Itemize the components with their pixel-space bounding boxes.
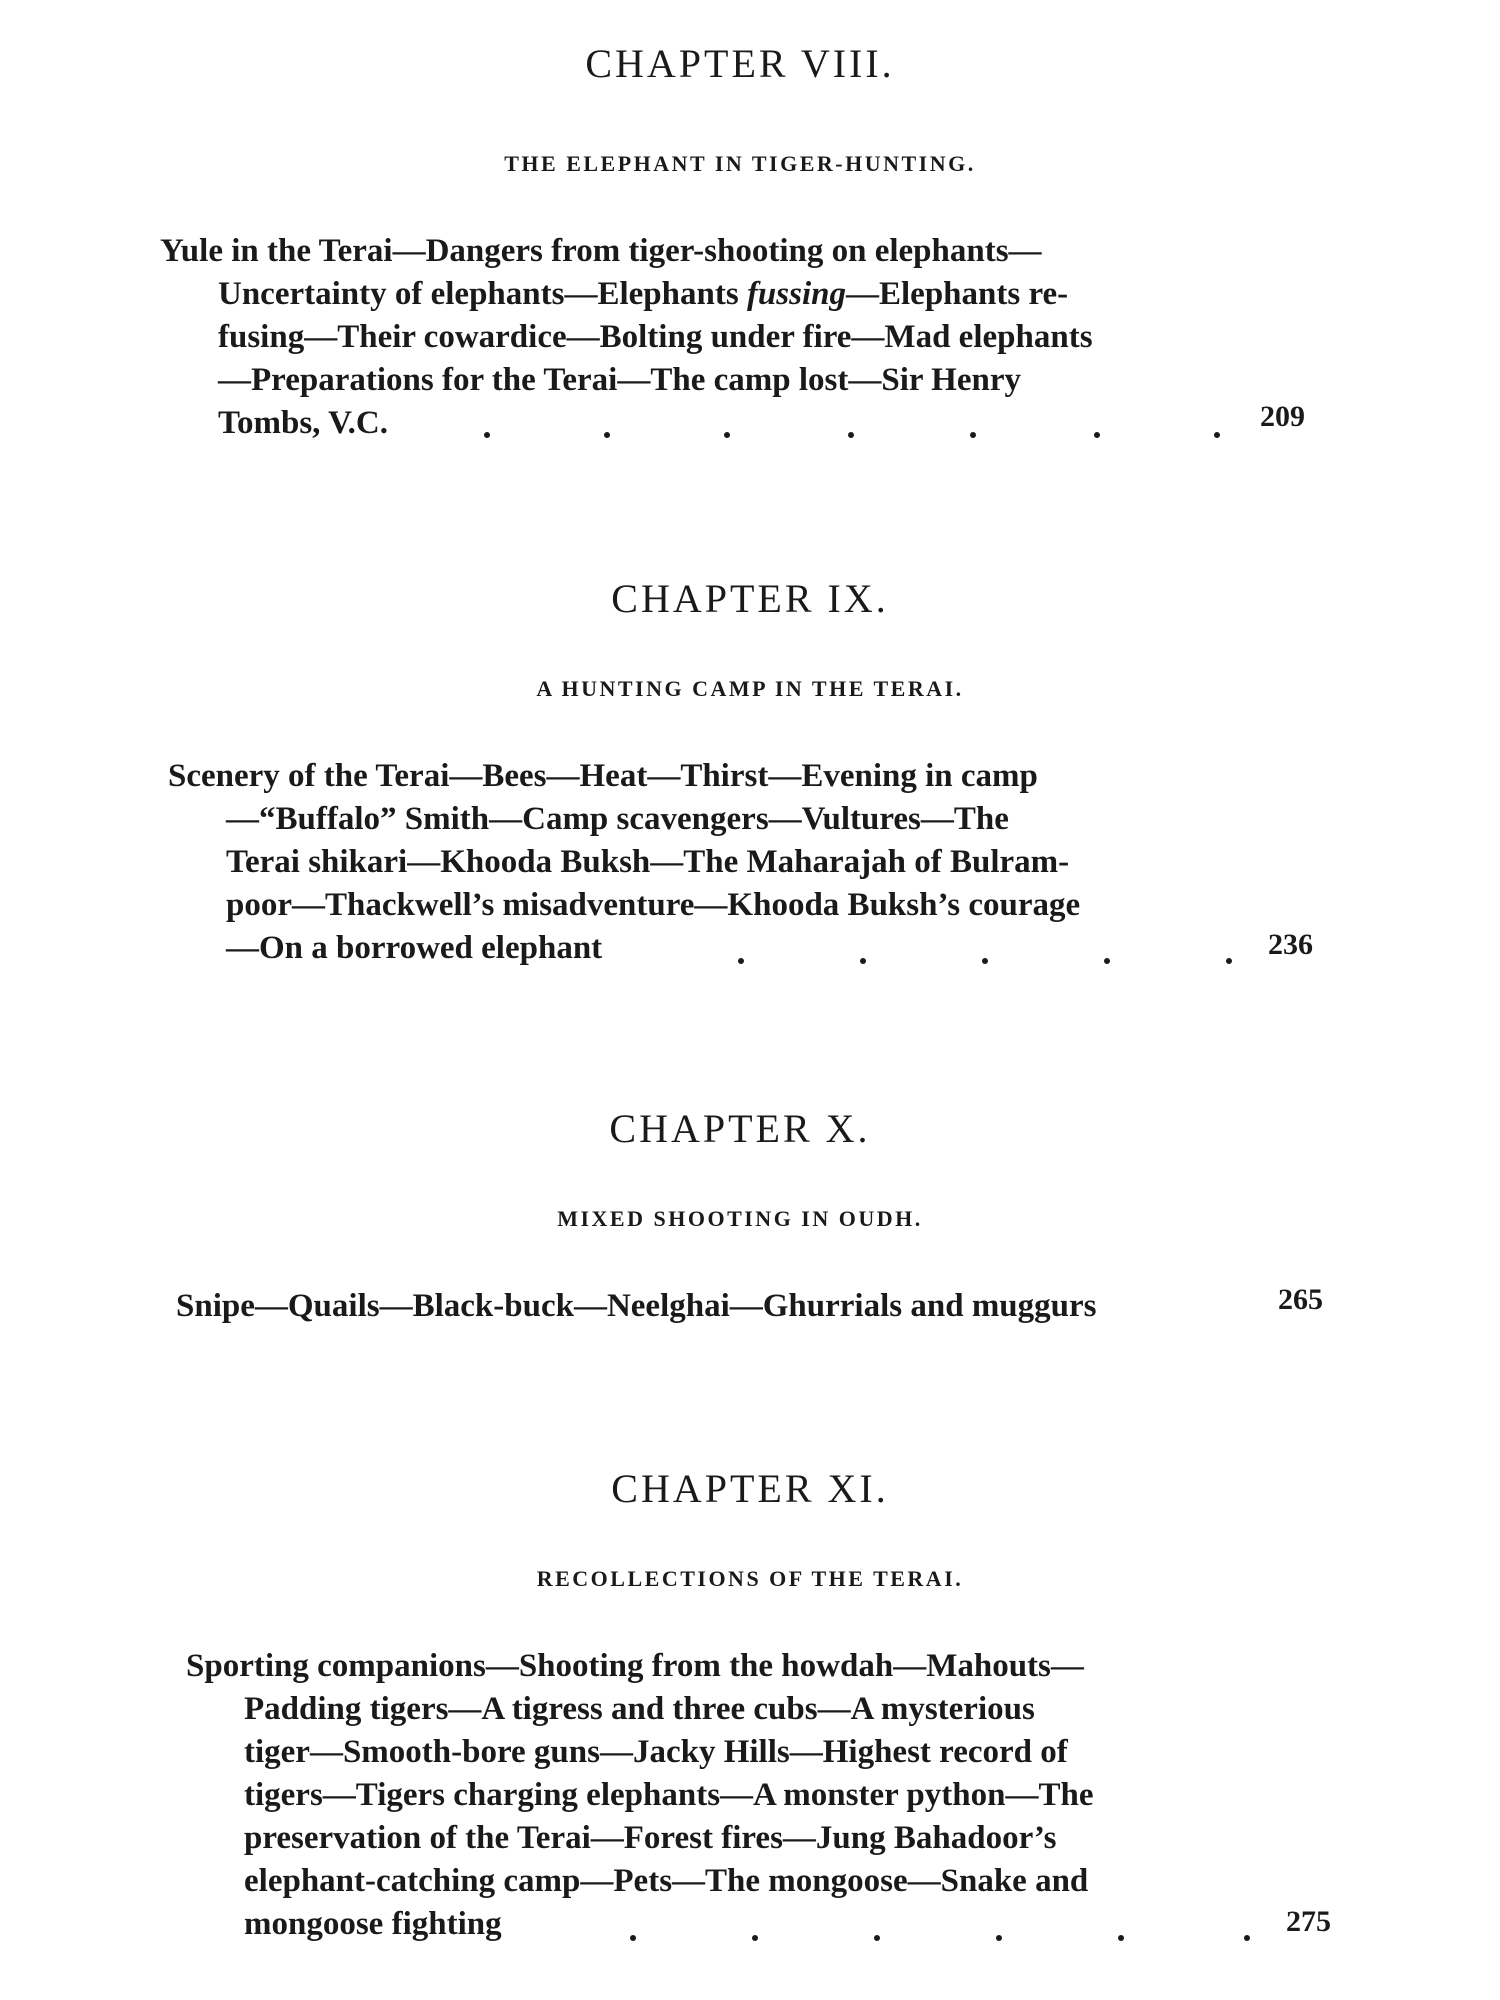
chapter-title: CHAPTER IX. [611,576,889,621]
summary-text: —Elephants re- [846,276,1069,312]
summary-line: —Preparations for the Terai—The camp lost—Sir Henry [218,362,1021,398]
chapter-summary [168,755,1248,970]
summary-line [160,273,1240,316]
summary-line: —On a borrowed elephant [226,930,603,966]
page-number: 236 [1268,928,1313,961]
page-number: 265 [1278,1283,1323,1316]
chapter-summary [186,1645,1266,1946]
chapter-subtitle: A HUNTING CAMP IN THE TERAI. [536,676,964,701]
chapter-subtitle: RECOLLECTIONS OF THE TERAI. [536,1566,964,1591]
summary-line: Padding tigers—A tigress and three cubs—A mysterious [244,1691,1035,1727]
chapter-summary [160,230,1240,445]
summary-line: Terai shikari—Khooda Buksh—The Maharajah of Bulram- [226,844,1070,880]
chapter-subtitle: MIXED SHOOTING IN OUDH. [557,1206,923,1231]
summary-line: preservation of the Terai—Forest fires—Jung Bahadoor’s [244,1820,1057,1856]
summary-line: —“Buffalo” Smith—Camp scavengers—Vultures—The [226,801,1009,837]
chapter-subtitle: THE ELEPHANT IN TIGER-HUNTING. [504,151,976,176]
summary-line: fusing—Their cowardice—Bolting under fire—Mad elephants [218,319,1093,355]
summary-line: Tombs, V.C. [218,405,388,441]
summary-line: Snipe—Quails—Black-buck—Neelghai—Ghurrials and muggurs [176,1288,1097,1324]
summary-line: Scenery of the Terai—Bees—Heat—Thirst—Evening in camp [168,758,1038,794]
page-number: 209 [1260,400,1305,433]
summary-line: poor—Thackwell’s misadventure—Khooda Buksh’s courage [226,887,1081,923]
chapter-title: CHAPTER VIII. [585,41,895,86]
summary-line: tigers—Tigers charging elephants—A monster python—The [244,1777,1094,1813]
italic-word: fussing [746,276,846,312]
summary-line: mongoose fighting [244,1906,502,1942]
chapter-summary [176,1285,1256,1328]
chapter-title: CHAPTER X. [609,1106,871,1151]
summary-text: Uncertainty of elephants—Elephants [218,276,747,312]
summary-line: elephant-catching camp—Pets—The mongoose—Snake and [244,1863,1089,1899]
summary-line: tiger—Smooth-bore guns—Jacky Hills—Highest record of [244,1734,1068,1770]
summary-line: Sporting companions—Shooting from the howdah—Mahouts— [186,1648,1084,1684]
summary-line: Yule in the Terai—Dangers from tiger-shooting on elephants— [160,233,1042,269]
page-number: 275 [1286,1905,1331,1938]
chapter-title: CHAPTER XI. [611,1466,889,1511]
